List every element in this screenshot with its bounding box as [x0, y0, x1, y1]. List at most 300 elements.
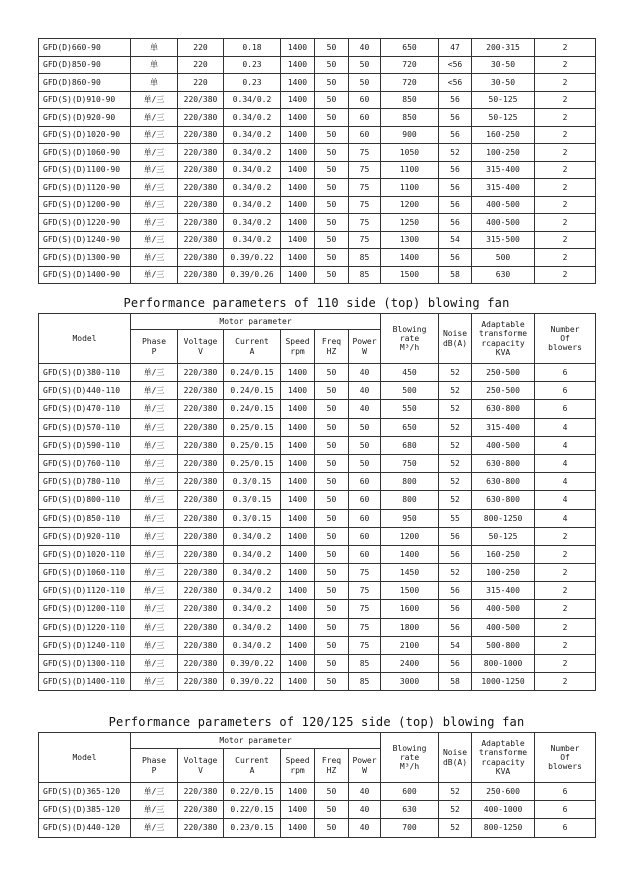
table-row [39, 126, 596, 144]
cell-blowing-rate: 2400 [381, 655, 439, 673]
table-row [39, 418, 596, 436]
cell-power: 50 [349, 74, 381, 92]
table-110-title: Performance parameters of 110 side (top) blowing fan [123, 296, 510, 310]
cell-voltage: 220/380 [178, 655, 224, 673]
cell-adaptable-capacity: 315-400 [472, 418, 535, 436]
cell-model: GFD(S)(D)1300-90 [39, 249, 131, 267]
cell-freq: 50 [315, 400, 349, 418]
cell-freq: 50 [315, 655, 349, 673]
cell-number-of-blowers: 6 [535, 364, 596, 382]
table-row [39, 161, 596, 179]
cell-speed: 1400 [281, 179, 315, 197]
header-motor-parameter: Motor parameter [131, 314, 381, 330]
table-120-body [39, 783, 596, 838]
cell-current: 0.22/0.15 [224, 783, 281, 801]
cell-blowing-rate: 1600 [381, 600, 439, 618]
cell-freq: 50 [315, 249, 349, 267]
cell-model: GFD(S)(D)1060-110 [39, 564, 131, 582]
cell-adaptable-capacity: 400-500 [472, 436, 535, 454]
cell-model: GFD(S)(D)920-90 [39, 109, 131, 127]
cell-voltage: 220/380 [178, 454, 224, 472]
cell-noise: 55 [439, 509, 472, 527]
cell-phase: 单/三 [131, 400, 178, 418]
cell-current: 0.34/0.2 [224, 161, 281, 179]
cell-freq: 50 [315, 636, 349, 654]
cell-voltage: 220/380 [178, 266, 224, 284]
cell-noise: 56 [439, 109, 472, 127]
table-row [39, 600, 596, 618]
cell-adaptable-capacity: 500-800 [472, 636, 535, 654]
cell-freq: 50 [315, 819, 349, 837]
cell-voltage: 220 [178, 56, 224, 74]
cell-power: 85 [349, 249, 381, 267]
cell-speed: 1400 [281, 801, 315, 819]
cell-freq: 50 [315, 618, 349, 636]
table-row [39, 196, 596, 214]
cell-current: 0.34/0.2 [224, 91, 281, 109]
cell-phase: 单/三 [131, 473, 178, 491]
cell-voltage: 220/380 [178, 509, 224, 527]
cell-freq: 50 [315, 382, 349, 400]
cell-freq: 50 [315, 74, 349, 92]
cell-phase: 单/三 [131, 454, 178, 472]
cell-model: GFD(S)(D)1220-110 [39, 618, 131, 636]
cell-voltage: 220/380 [178, 819, 224, 837]
cell-power: 75 [349, 144, 381, 162]
cell-blowing-rate: 1400 [381, 545, 439, 563]
cell-blowing-rate: 900 [381, 126, 439, 144]
cell-blowing-rate: 630 [381, 801, 439, 819]
cell-noise: 52 [439, 364, 472, 382]
cell-freq: 50 [315, 509, 349, 527]
cell-noise: 58 [439, 673, 472, 691]
table-row [39, 673, 596, 691]
cell-phase: 单/三 [131, 109, 178, 127]
table-row [39, 783, 596, 801]
cell-noise: <56 [439, 56, 472, 74]
cell-current: 0.39/0.22 [224, 673, 281, 691]
cell-number-of-blowers: 2 [535, 582, 596, 600]
cell-freq: 50 [315, 527, 349, 545]
cell-number-of-blowers: 2 [535, 618, 596, 636]
cell-voltage: 220/380 [178, 144, 224, 162]
cell-adaptable-capacity: 50-125 [472, 91, 535, 109]
cell-blowing-rate: 650 [381, 39, 439, 57]
cell-adaptable-capacity: 630-800 [472, 473, 535, 491]
cell-power: 50 [349, 454, 381, 472]
cell-speed: 1400 [281, 249, 315, 267]
cell-freq: 50 [315, 491, 349, 509]
cell-current: 0.22/0.15 [224, 801, 281, 819]
cell-model: GFD(S)(D)920-110 [39, 527, 131, 545]
cell-noise: 52 [439, 801, 472, 819]
header-adaptable-capacity: Adaptable transforme rcapacity KVA [472, 314, 535, 364]
cell-phase: 单/三 [131, 600, 178, 618]
cell-model: GFD(S)(D)1020-90 [39, 126, 131, 144]
cell-adaptable-capacity: 100-250 [472, 144, 535, 162]
table-90-body [39, 39, 596, 284]
cell-power: 40 [349, 364, 381, 382]
table-120-title: Performance parameters of 120/125 side (top) blowing fan [108, 715, 525, 729]
table-row [39, 39, 596, 57]
cell-model: GFD(S)(D)590-110 [39, 436, 131, 454]
header-power: Power W [349, 330, 381, 364]
cell-power: 75 [349, 564, 381, 582]
cell-number-of-blowers: 6 [535, 783, 596, 801]
cell-phase: 单 [131, 56, 178, 74]
cell-noise: 52 [439, 564, 472, 582]
cell-phase: 单/三 [131, 527, 178, 545]
cell-adaptable-capacity: 50-125 [472, 527, 535, 545]
cell-adaptable-capacity: 630 [472, 266, 535, 284]
cell-power: 40 [349, 801, 381, 819]
cell-freq: 50 [315, 109, 349, 127]
cell-number-of-blowers: 4 [535, 509, 596, 527]
table-row [39, 491, 596, 509]
cell-model: GFD(S)(D)470-110 [39, 400, 131, 418]
cell-current: 0.34/0.2 [224, 231, 281, 249]
cell-model: GFD(S)(D)1400-90 [39, 266, 131, 284]
cell-current: 0.3/0.15 [224, 509, 281, 527]
cell-speed: 1400 [281, 509, 315, 527]
table-110-body [39, 364, 596, 691]
cell-noise: 52 [439, 819, 472, 837]
cell-power: 75 [349, 618, 381, 636]
cell-freq: 50 [315, 454, 349, 472]
cell-noise: 56 [439, 527, 472, 545]
header-speed: Speed rpm [281, 749, 315, 783]
cell-freq: 50 [315, 673, 349, 691]
cell-freq: 50 [315, 418, 349, 436]
cell-speed: 1400 [281, 109, 315, 127]
cell-adaptable-capacity: 50-125 [472, 109, 535, 127]
cell-number-of-blowers: 2 [535, 249, 596, 267]
cell-model: GFD(S)(D)850-110 [39, 509, 131, 527]
cell-speed: 1400 [281, 545, 315, 563]
cell-blowing-rate: 650 [381, 418, 439, 436]
cell-speed: 1400 [281, 418, 315, 436]
cell-freq: 50 [315, 473, 349, 491]
cell-phase: 单/三 [131, 214, 178, 232]
cell-noise: 56 [439, 126, 472, 144]
cell-model: GFD(S)(D)1020-110 [39, 545, 131, 563]
cell-power: 40 [349, 819, 381, 837]
cell-number-of-blowers: 4 [535, 491, 596, 509]
cell-noise: 52 [439, 436, 472, 454]
cell-adaptable-capacity: 250-600 [472, 783, 535, 801]
cell-noise: 52 [439, 473, 472, 491]
cell-current: 0.39/0.22 [224, 249, 281, 267]
header-motor-parameter: Motor parameter [131, 733, 381, 749]
cell-current: 0.34/0.2 [224, 109, 281, 127]
cell-number-of-blowers: 4 [535, 418, 596, 436]
cell-adaptable-capacity: 160-250 [472, 545, 535, 563]
table-row [39, 436, 596, 454]
cell-phase: 单/三 [131, 196, 178, 214]
cell-voltage: 220/380 [178, 418, 224, 436]
cell-current: 0.34/0.2 [224, 126, 281, 144]
cell-voltage: 220/380 [178, 582, 224, 600]
table-row [39, 74, 596, 92]
cell-blowing-rate: 600 [381, 783, 439, 801]
cell-noise: 56 [439, 600, 472, 618]
table-110-header [39, 314, 596, 364]
cell-number-of-blowers: 2 [535, 636, 596, 654]
table-row [39, 266, 596, 284]
cell-phase: 单/三 [131, 801, 178, 819]
cell-adaptable-capacity: 500 [472, 249, 535, 267]
cell-number-of-blowers: 2 [535, 673, 596, 691]
cell-model: GFD(S)(D)1120-90 [39, 179, 131, 197]
cell-number-of-blowers: 2 [535, 564, 596, 582]
cell-number-of-blowers: 2 [535, 214, 596, 232]
header-noise: Noise dB(A) [439, 733, 472, 783]
cell-blowing-rate: 1100 [381, 179, 439, 197]
header-model: Model [39, 314, 131, 364]
cell-blowing-rate: 950 [381, 509, 439, 527]
cell-phase: 单/三 [131, 126, 178, 144]
cell-power: 75 [349, 179, 381, 197]
cell-blowing-rate: 550 [381, 400, 439, 418]
cell-voltage: 220/380 [178, 364, 224, 382]
cell-speed: 1400 [281, 231, 315, 249]
cell-number-of-blowers: 2 [535, 144, 596, 162]
cell-number-of-blowers: 6 [535, 819, 596, 837]
cell-blowing-rate: 800 [381, 491, 439, 509]
cell-current: 0.24/0.15 [224, 400, 281, 418]
cell-power: 75 [349, 600, 381, 618]
cell-adaptable-capacity: 315-400 [472, 582, 535, 600]
cell-current: 0.34/0.2 [224, 564, 281, 582]
cell-blowing-rate: 1100 [381, 161, 439, 179]
cell-adaptable-capacity: 250-500 [472, 382, 535, 400]
header-voltage: Voltage V [178, 749, 224, 783]
cell-number-of-blowers: 2 [535, 56, 596, 74]
table-row [39, 801, 596, 819]
cell-freq: 50 [315, 436, 349, 454]
cell-speed: 1400 [281, 527, 315, 545]
cell-model: GFD(S)(D)1300-110 [39, 655, 131, 673]
cell-voltage: 220/380 [178, 214, 224, 232]
cell-number-of-blowers: 2 [535, 231, 596, 249]
cell-freq: 50 [315, 214, 349, 232]
cell-model: GFD(S)(D)1060-90 [39, 144, 131, 162]
cell-adaptable-capacity: 315-400 [472, 161, 535, 179]
cell-speed: 1400 [281, 126, 315, 144]
cell-phase: 单/三 [131, 91, 178, 109]
cell-current: 0.39/0.22 [224, 655, 281, 673]
header-number-of-blowers: Number Of blowers [535, 314, 596, 364]
cell-current: 0.34/0.2 [224, 214, 281, 232]
cell-adaptable-capacity: 315-500 [472, 231, 535, 249]
cell-blowing-rate: 680 [381, 436, 439, 454]
cell-speed: 1400 [281, 400, 315, 418]
cell-power: 75 [349, 161, 381, 179]
table-row [39, 819, 596, 837]
table-row [39, 400, 596, 418]
cell-model: GFD(S)(D)365-120 [39, 783, 131, 801]
cell-adaptable-capacity: 400-500 [472, 196, 535, 214]
header-blowing-rate: Blowing rate M³/h [381, 314, 439, 364]
cell-current: 0.3/0.15 [224, 491, 281, 509]
cell-noise: 56 [439, 196, 472, 214]
cell-number-of-blowers: 2 [535, 266, 596, 284]
cell-voltage: 220/380 [178, 783, 224, 801]
table-row [39, 618, 596, 636]
cell-adaptable-capacity: 160-250 [472, 126, 535, 144]
cell-current: 0.25/0.15 [224, 436, 281, 454]
cell-speed: 1400 [281, 783, 315, 801]
cell-adaptable-capacity: 800-1000 [472, 655, 535, 673]
cell-number-of-blowers: 2 [535, 126, 596, 144]
header-number-of-blowers: Number Of blowers [535, 733, 596, 783]
cell-current: 0.24/0.15 [224, 382, 281, 400]
cell-noise: 52 [439, 491, 472, 509]
cell-power: 60 [349, 527, 381, 545]
cell-power: 85 [349, 266, 381, 284]
cell-noise: 54 [439, 636, 472, 654]
cell-speed: 1400 [281, 91, 315, 109]
cell-adaptable-capacity: 630-800 [472, 491, 535, 509]
cell-voltage: 220/380 [178, 491, 224, 509]
cell-model: GFD(S)(D)800-110 [39, 491, 131, 509]
cell-speed: 1400 [281, 636, 315, 654]
table-row [39, 655, 596, 673]
cell-phase: 单/三 [131, 364, 178, 382]
cell-model: GFD(S)(D)780-110 [39, 473, 131, 491]
cell-blowing-rate: 720 [381, 56, 439, 74]
header-phase: Phase P [131, 330, 178, 364]
cell-number-of-blowers: 6 [535, 400, 596, 418]
cell-voltage: 220/380 [178, 249, 224, 267]
cell-freq: 50 [315, 801, 349, 819]
cell-adaptable-capacity: 100-250 [472, 564, 535, 582]
cell-number-of-blowers: 2 [535, 196, 596, 214]
cell-current: 0.34/0.2 [224, 582, 281, 600]
cell-phase: 单/三 [131, 161, 178, 179]
cell-current: 0.34/0.2 [224, 618, 281, 636]
cell-number-of-blowers: 6 [535, 801, 596, 819]
cell-blowing-rate: 1400 [381, 249, 439, 267]
cell-adaptable-capacity: 800-1250 [472, 509, 535, 527]
cell-blowing-rate: 1500 [381, 582, 439, 600]
cell-voltage: 220/380 [178, 91, 224, 109]
cell-noise: 52 [439, 418, 472, 436]
cell-noise: 56 [439, 249, 472, 267]
cell-adaptable-capacity: 250-500 [472, 364, 535, 382]
table-row [39, 454, 596, 472]
cell-speed: 1400 [281, 618, 315, 636]
cell-speed: 1400 [281, 454, 315, 472]
cell-model: GFD(S)(D)440-110 [39, 382, 131, 400]
cell-phase: 单/三 [131, 636, 178, 654]
cell-adaptable-capacity: 200-315 [472, 39, 535, 57]
table-row [39, 473, 596, 491]
cell-current: 0.3/0.15 [224, 473, 281, 491]
cell-model: GFD(S)(D)440-120 [39, 819, 131, 837]
cell-current: 0.23/0.15 [224, 819, 281, 837]
cell-power: 60 [349, 91, 381, 109]
cell-blowing-rate: 2100 [381, 636, 439, 654]
cell-voltage: 220/380 [178, 600, 224, 618]
cell-speed: 1400 [281, 74, 315, 92]
cell-noise: 56 [439, 545, 472, 563]
cell-freq: 50 [315, 144, 349, 162]
cell-speed: 1400 [281, 491, 315, 509]
cell-speed: 1400 [281, 564, 315, 582]
cell-model: GFD(D)860-90 [39, 74, 131, 92]
cell-freq: 50 [315, 600, 349, 618]
cell-voltage: 220/380 [178, 109, 224, 127]
table-row [39, 564, 596, 582]
table-row [39, 545, 596, 563]
cell-power: 50 [349, 436, 381, 454]
header-adaptable-capacity: Adaptable transforme rcapacity KVA [472, 733, 535, 783]
cell-current: 0.25/0.15 [224, 454, 281, 472]
cell-adaptable-capacity: 630-800 [472, 454, 535, 472]
cell-power: 60 [349, 509, 381, 527]
cell-blowing-rate: 500 [381, 382, 439, 400]
cell-power: 85 [349, 673, 381, 691]
cell-phase: 单/三 [131, 231, 178, 249]
cell-model: GFD(S)(D)910-90 [39, 91, 131, 109]
cell-number-of-blowers: 4 [535, 473, 596, 491]
cell-adaptable-capacity: 400-500 [472, 214, 535, 232]
cell-voltage: 220 [178, 74, 224, 92]
cell-freq: 50 [315, 545, 349, 563]
cell-power: 75 [349, 582, 381, 600]
cell-number-of-blowers: 2 [535, 39, 596, 57]
cell-voltage: 220/380 [178, 618, 224, 636]
cell-power: 60 [349, 473, 381, 491]
cell-freq: 50 [315, 91, 349, 109]
cell-phase: 单/三 [131, 783, 178, 801]
cell-noise: 52 [439, 454, 472, 472]
cell-speed: 1400 [281, 582, 315, 600]
cell-phase: 单/三 [131, 509, 178, 527]
cell-speed: 1400 [281, 266, 315, 284]
cell-speed: 1400 [281, 382, 315, 400]
cell-power: 40 [349, 783, 381, 801]
cell-speed: 1400 [281, 364, 315, 382]
cell-noise: <56 [439, 74, 472, 92]
cell-power: 60 [349, 126, 381, 144]
table-row [39, 144, 596, 162]
cell-phase: 单/三 [131, 655, 178, 673]
cell-model: GFD(S)(D)380-110 [39, 364, 131, 382]
cell-voltage: 220/380 [178, 473, 224, 491]
cell-voltage: 220/380 [178, 161, 224, 179]
cell-speed: 1400 [281, 819, 315, 837]
cell-model: GFD(S)(D)1100-90 [39, 161, 131, 179]
cell-voltage: 220/380 [178, 400, 224, 418]
cell-adaptable-capacity: 400-500 [472, 618, 535, 636]
cell-noise: 56 [439, 161, 472, 179]
cell-phase: 单/三 [131, 819, 178, 837]
table-row [39, 109, 596, 127]
cell-blowing-rate: 1500 [381, 266, 439, 284]
cell-voltage: 220/380 [178, 636, 224, 654]
header-current: Current A [224, 749, 281, 783]
cell-blowing-rate: 720 [381, 74, 439, 92]
cell-number-of-blowers: 2 [535, 600, 596, 618]
cell-blowing-rate: 450 [381, 364, 439, 382]
cell-model: GFD(S)(D)1220-90 [39, 214, 131, 232]
cell-speed: 1400 [281, 436, 315, 454]
table-row [39, 214, 596, 232]
table-row [39, 179, 596, 197]
cell-current: 0.34/0.2 [224, 179, 281, 197]
